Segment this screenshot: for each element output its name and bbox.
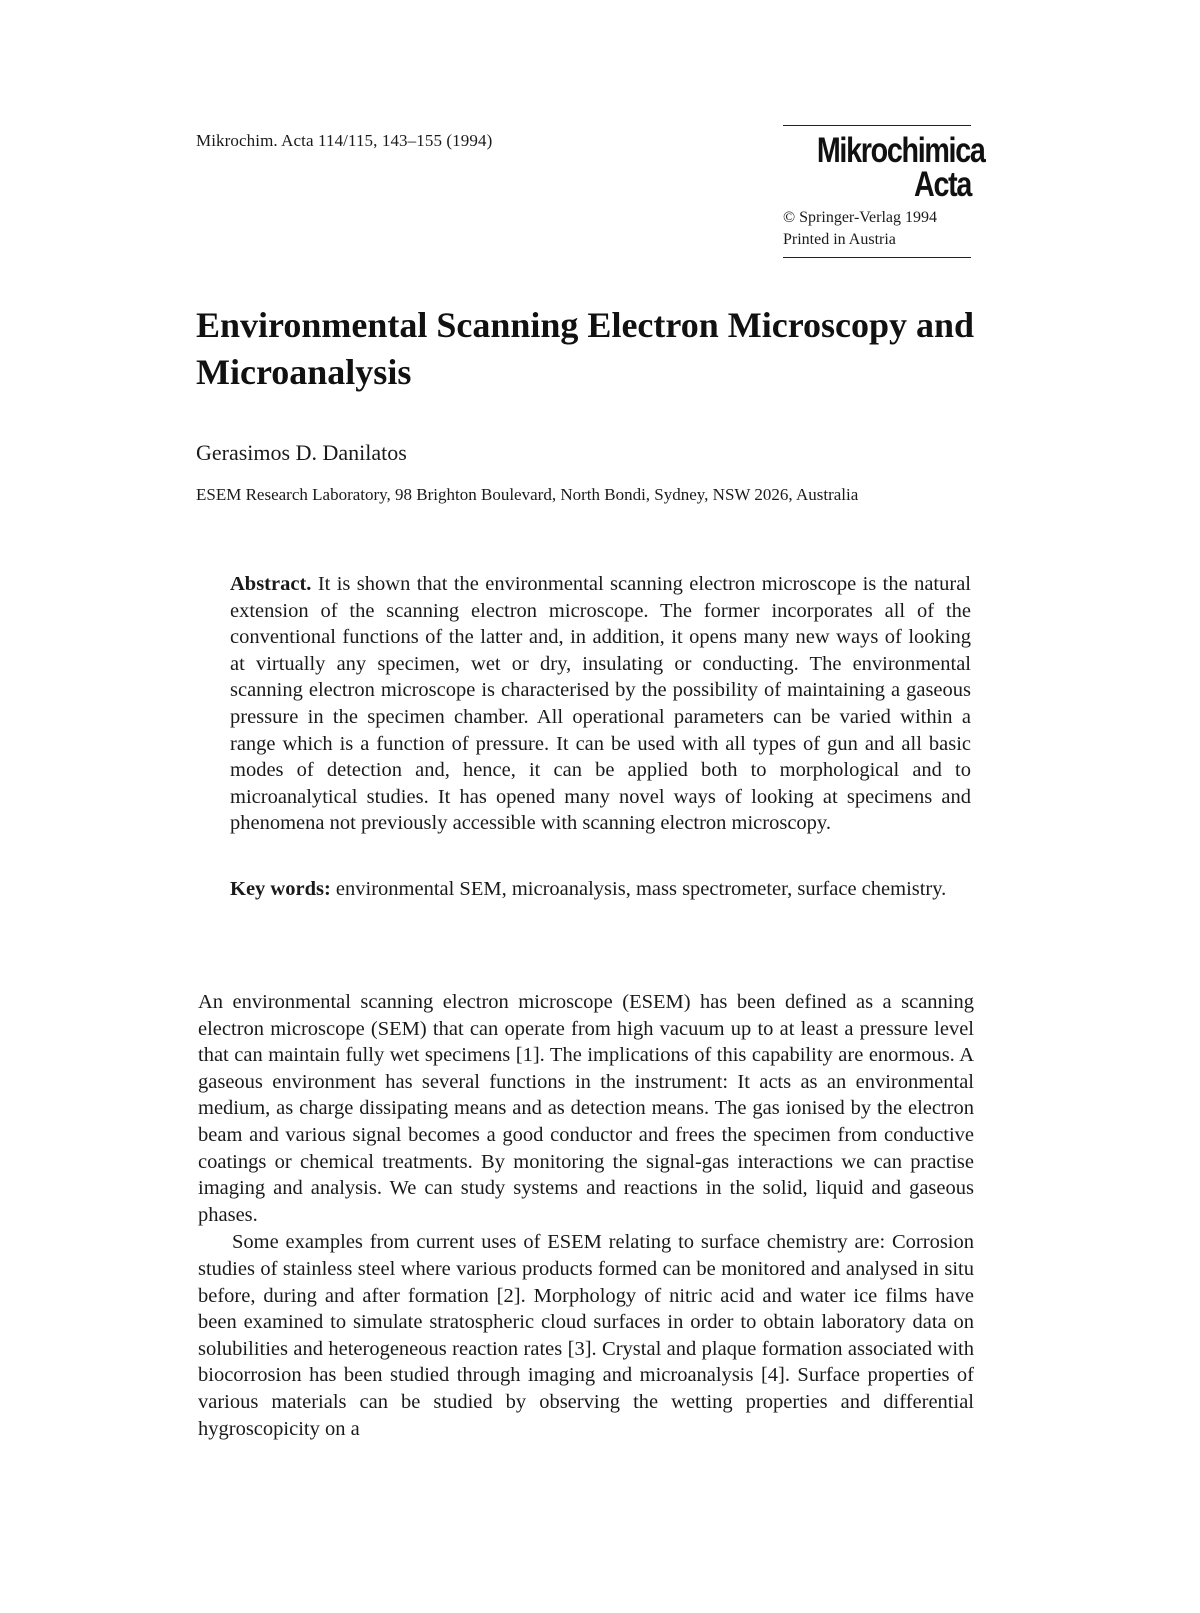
printed-line: Printed in Austria: [783, 231, 896, 248]
author-affiliation: ESEM Research Laboratory, 98 Brighton Boulevard, North Bondi, Sydney, NSW 2026, Australia: [196, 485, 859, 504]
body-text: [198, 989, 974, 1443]
copyright-line: © Springer-Verlag 1994: [783, 209, 938, 226]
abstract-label: Abstract.: [230, 573, 312, 595]
author-name: Gerasimos D. Danilatos: [196, 440, 407, 465]
keywords-text: environmental SEM, microanalysis, mass spectrometer, surface chemistry.: [335, 878, 947, 900]
keywords-label: Key words:: [230, 878, 331, 900]
journal-logo: [816, 131, 985, 204]
publisher-info: [783, 207, 971, 251]
abstract-text: It is shown that the environmental scanning electron microscope is the natural extension of the scanning electron microscope. The former incorporates all of the conventional functions of the latter and, in addition, it opens many new ways of looking at virtually any specimen, wet or dry, insulating or conducting. The environmental scanning electron microscope is characterised by the possibility of maintaining a gaseous pressure in the specimen chamber. All operational parameters can be varied within a range which is a function of pressure. It can be used with all types of gun and all basic modes of detection and, hence, it can be applied both to morphological and to microanalytical studies. It has opened many novel ways of looking at specimens and phenomena not previously accessible with scanning electron microscopy.: [230, 573, 971, 835]
abstract: [230, 571, 971, 837]
journal-logo-line1: Mikrochimica: [816, 131, 985, 170]
journal-logo-line2: Acta: [914, 165, 971, 204]
masthead-top-rule: [783, 125, 971, 126]
keywords: [230, 876, 971, 903]
journal-citation: Mikrochim. Acta 114/115, 143–155 (1994): [196, 131, 493, 150]
body-paragraph-2: Some examples from current uses of ESEM relating to surface chemistry are: Corrosion studies of stainless steel where various products formed can be monitored and analysed in situ before, during and after formation [2]. Morphology of nitric acid and water ice films have been examined to simulate stratospheric cloud surfaces in order to obtain laboratory data on solubilities and heterogeneous reaction rates [3]. Crystal and plaque formation associated with biocorrosion has been studied through imaging and microanalysis [4]. Surface properties of various materials can be studied by observing the wetting properties and differential hygroscopicity on a: [198, 1231, 974, 1440]
masthead-bottom-rule: [783, 257, 971, 258]
body-paragraph-1: An environmental scanning electron microscope (ESEM) has been defined as a scanning electron microscope (SEM) that can operate from high vacuum up to at least a pressure level that can maintain fully wet specimens [1]. The implications of this capability are enormous. A gaseous environment has several functions in the instrument: It acts as an environmental medium, as charge dissipating means and as detection means. The gas ionised by the electron beam and various signal becomes a good conductor and frees the specimen from conductive coatings or chemical treatments. By monitoring the signal-gas interactions we can practise imaging and analysis. We can study systems and reactions in the solid, liquid and gaseous phases.: [198, 991, 974, 1226]
journal-masthead: [783, 125, 985, 258]
article-title: Environmental Scanning Electron Microscopy and Microanalysis: [196, 305, 975, 392]
